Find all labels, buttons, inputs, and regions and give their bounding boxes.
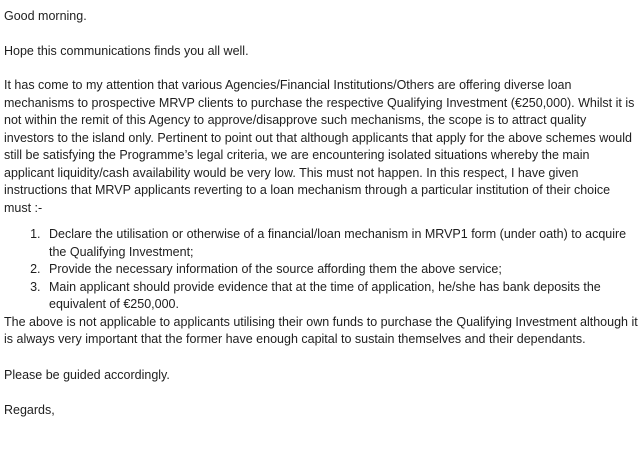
closing-paragraph: The above is not applicable to applicants utilising their own funds to purchase the Qualifying Investment although it is always very important that the former have enough capital to sustain themselves and their dependants. bbox=[4, 314, 638, 346]
email-body bbox=[4, 8, 639, 420]
requirement-item: 1. Declare the utilisation or otherwise of a financial/loan mechanism in MRVP1 form (under oath) to acquire the Qualifying Investment; bbox=[44, 226, 639, 261]
requirements-list bbox=[4, 226, 639, 314]
requirement-item: 2. Provide the necessary information of the source affording them the above service; bbox=[44, 261, 639, 279]
main-paragraph: It has come to my attention that various Agencies/Financial Institutions/Others are offering diverse loan mechanisms to prospective MRVP clients to purchase the respective Qualifying Investment (€250,000). Whilst it is not within the remit of this Agency to approve/disapprove such mechanisms, the scope is to attract quality investors to the island only. Pertinent to point out that although applicants that apply for the above schemes would still be satisfying the Programme’s legal criteria, we are encountering isolated situations whereby the main applicant liquidity/cash availability would be very low. This must not happen. In this respect, I have given instructions that MRVP applicants reverting to a loan mechanism through a particular institution of their choice must :- bbox=[4, 78, 635, 215]
opening-line: Hope this communications finds you all well. bbox=[4, 43, 249, 58]
requirement-item: 3. Main applicant should provide evidence that at the time of application, he/she has bank deposits the equivalent of €250,000. bbox=[44, 279, 639, 314]
greeting-line: Good morning. bbox=[4, 9, 87, 23]
signoff-line: Regards, bbox=[4, 403, 55, 417]
guidance-line: Please be guided accordingly. bbox=[4, 367, 170, 382]
